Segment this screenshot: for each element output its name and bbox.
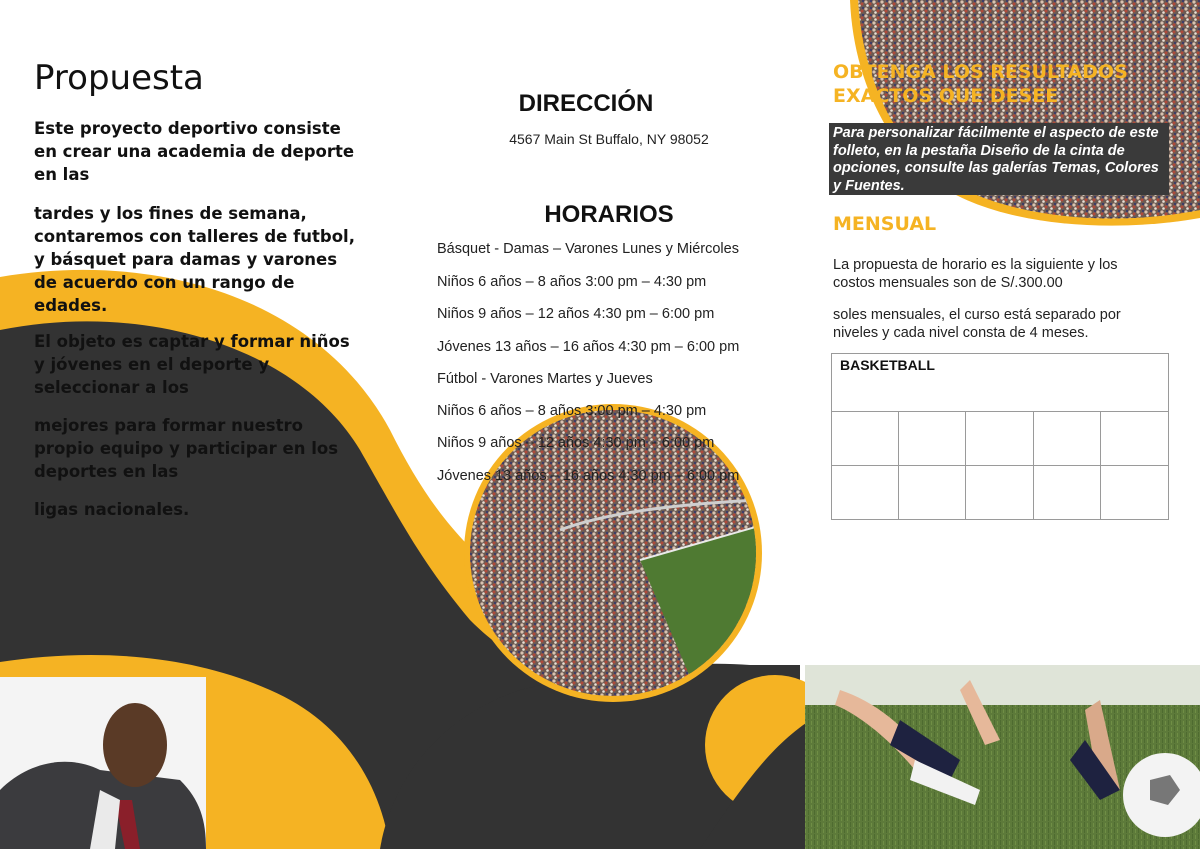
schedule-line: Jóvenes 13 años – 16 años 4:30 pm – 6:00 pm	[437, 339, 740, 355]
table-cell	[1034, 466, 1101, 520]
schedule-line: Fútbol - Varones Martes y Jueves	[437, 371, 653, 387]
callout-box	[829, 123, 1169, 195]
table-cell	[899, 466, 966, 520]
proposal-paragraph-1: Este proyecto deportivo consiste en crear una academia de deporte en las	[34, 119, 355, 184]
stadium-crowd-photo	[850, 0, 1200, 240]
monthly-paragraph-1: La propuesta de horario es la siguiente y los costos mensuales son de S/.300.00	[833, 257, 1118, 291]
proposal-paragraph-2: tardes y los fines de semana, contaremos con talleres de futbol, y básquet para damas y varones de acuerdo con un rango de edades.	[34, 204, 355, 315]
address-text: 4567 Main St Buffalo, NY 98052	[509, 131, 709, 147]
proposal-paragraph-3: El objeto es captar y formar niños y jóvenes en el deporte y seleccionar a los	[34, 332, 350, 397]
table-cell	[1101, 412, 1168, 466]
proposal-paragraph-4: mejores para formar nuestro propio equipo y participar en los deportes en las	[34, 416, 339, 481]
schedule-line: Básquet - Damas – Varones Lunes y Miércoles	[437, 241, 739, 257]
table-cell	[899, 412, 966, 466]
schedule-line: Niños 9 años – 12 años 4:30 pm – 6:00 pm	[437, 306, 715, 322]
callout-text: Para personalizar fácilmente el aspecto de este folleto, en la pestaña Diseño de la cinta de opciones, consulte las galerías Temas, Colores y Fuentes.	[833, 125, 1159, 194]
basketball-table-title: BASKETBALL	[840, 357, 935, 373]
table-cell	[966, 466, 1033, 520]
schedule-line: Niños 9 años – 12 años 4:30 pm – 6:00 pm	[437, 435, 715, 451]
table-cell	[832, 412, 899, 466]
basketball-table-grid	[832, 412, 1168, 519]
schedule-line: Niños 6 años – 8 años 3:00 pm – 4:30 pm	[437, 403, 707, 419]
basketball-table	[831, 353, 1169, 520]
monthly-paragraph-2: soles mensuales, el curso está separado por niveles y cada nivel consta de 4 meses.	[833, 307, 1121, 341]
schedule-heading: HORARIOS	[544, 201, 674, 228]
results-headline-line-2: EXACTOS QUE DESEE	[833, 85, 1059, 107]
results-headline-line-1: OBTENGA LOS RESULTADOS	[833, 61, 1128, 83]
basketball-table-header	[832, 354, 1168, 412]
table-cell	[832, 466, 899, 520]
proposal-paragraph-5: ligas nacionales.	[34, 500, 190, 519]
schedule-line: Jóvenes 13 años – 16 años 4:30 pm – 6:00 pm	[437, 468, 740, 484]
monthly-heading: MENSUAL	[833, 213, 937, 235]
table-cell	[966, 412, 1033, 466]
address-heading: DIRECCIÓN	[518, 90, 654, 117]
table-cell	[1034, 412, 1101, 466]
table-cell	[1101, 466, 1168, 520]
proposal-title: Propuesta	[34, 58, 204, 98]
schedule-line: Niños 6 años – 8 años 3:00 pm – 4:30 pm	[437, 274, 707, 290]
